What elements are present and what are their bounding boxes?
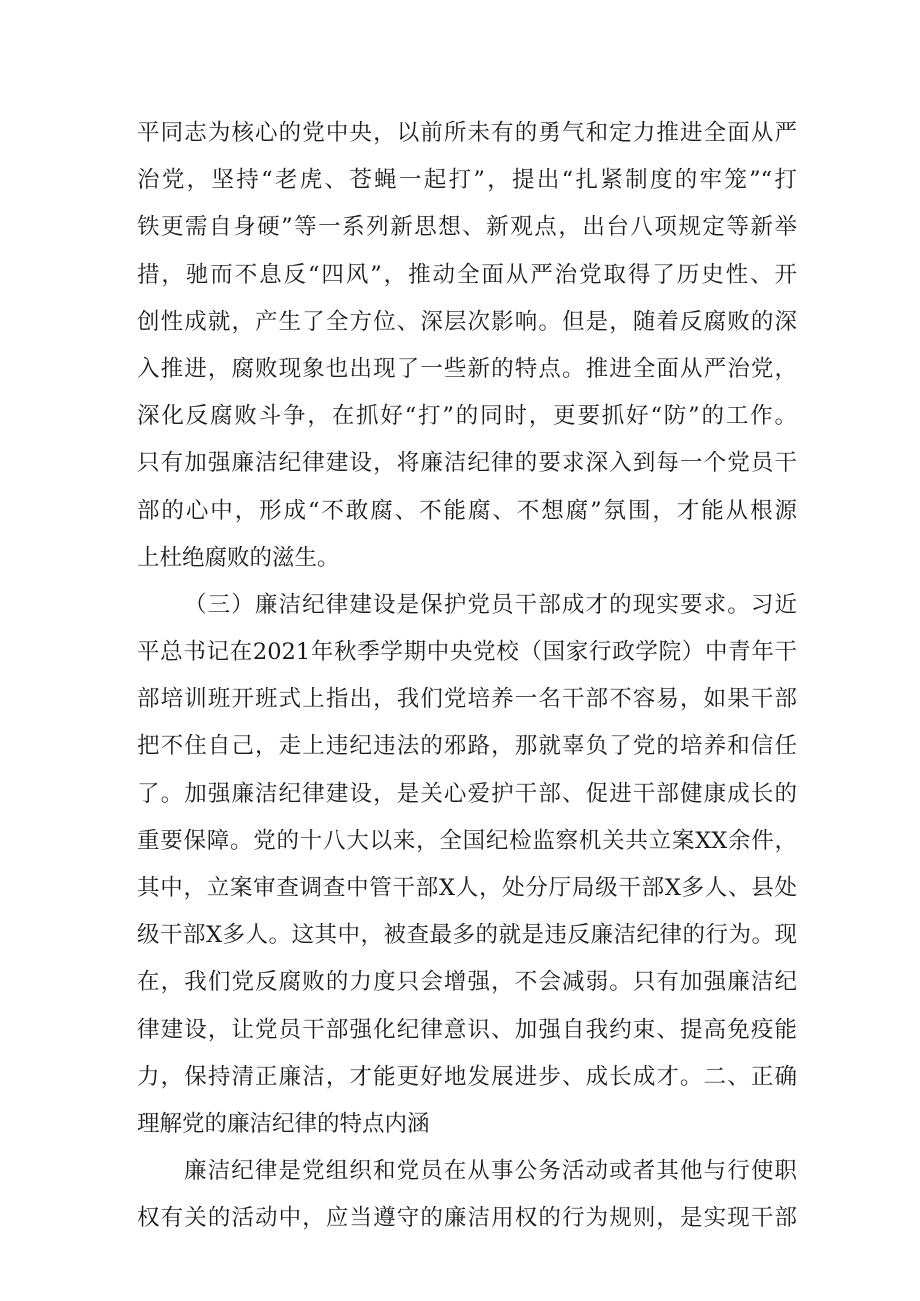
text-line: 重要保障。党的十八大以来，全国纪检监察机关共立案XX余件， [137, 827, 797, 854]
body-text [137, 110, 797, 1243]
text-line: 在，我们党反腐败的力度只会增强，不会减弱。只有加强廉洁纪 [137, 969, 797, 996]
text-line: 平同志为核心的党中央，以前所未有的勇气和定力推进全面从严 [137, 120, 797, 146]
text-line: 其中，立案审查调查中管干部X人，处分厅局级干部X多人、县处 [137, 875, 797, 901]
text-line: 理解党的廉洁纪律的特点内涵 [137, 1110, 430, 1137]
text-line: 深化反腐败斗争，在抓好“打”的同时，更要抓好“防”的工作。 [137, 403, 797, 430]
text-line: 律建设，让党员干部强化纪律意识、加强自我约束、提高免疫能 [137, 1016, 797, 1043]
text-line: 措，驰而不息反“四风”，推动全面从严治党取得了历史性、开 [137, 261, 797, 288]
text-line: （三）廉洁纪律建设是保护党员干部成才的现实要求。习近 [184, 591, 797, 618]
text-line: 创性成就，产生了全方位、深层次影响。但是，随着反腐败的深 [137, 308, 797, 335]
text-line: 平总书记在2021年秋季学期中央党校（国家行政学院）中青年干 [137, 639, 797, 666]
text-line: 入推进，腐败现象也出现了一些新的特点。推进全面从严治党， [137, 355, 797, 382]
text-line: 力，保持清正廉洁，才能更好地发展进步、成长成才。二、正确 [137, 1063, 797, 1090]
text-line: 部的心中，形成“不敢腐、不能腐、不想腐”氛围，才能从根源 [137, 497, 797, 524]
text-line: 只有加强廉洁纪律建设，将廉洁纪律的要求深入到每一个党员干 [137, 450, 797, 477]
text-line: 把不住自己，走上违纪违法的邪路，那就辜负了党的培养和信任 [137, 733, 797, 760]
text-line: 铁更需自身硬”等一系列新思想、新观点，出台八项规定等新举 [137, 214, 797, 241]
text-line: 级干部X多人。这其中，被查最多的就是违反廉洁纪律的行为。现 [137, 922, 797, 949]
text-line: 廉洁纪律是党组织和党员在从事公务活动或者其他与行使职 [184, 1158, 797, 1185]
text-line: 上杜绝腐败的滋生。 [137, 544, 340, 571]
text-line: 权有关的活动中，应当遵守的廉洁用权的行为规则，是实现干部 [137, 1205, 797, 1232]
text-line: 了。加强廉洁纪律建设，是关心爱护干部、促进干部健康成长的 [137, 780, 797, 807]
text-line: 治党，坚持“老虎、苍蝇一起打”，提出“扎紧制度的牢笼”“打 [137, 167, 797, 194]
text-line: 部培训班开班式上指出，我们党培养一名干部不容易，如果干部 [137, 686, 797, 713]
